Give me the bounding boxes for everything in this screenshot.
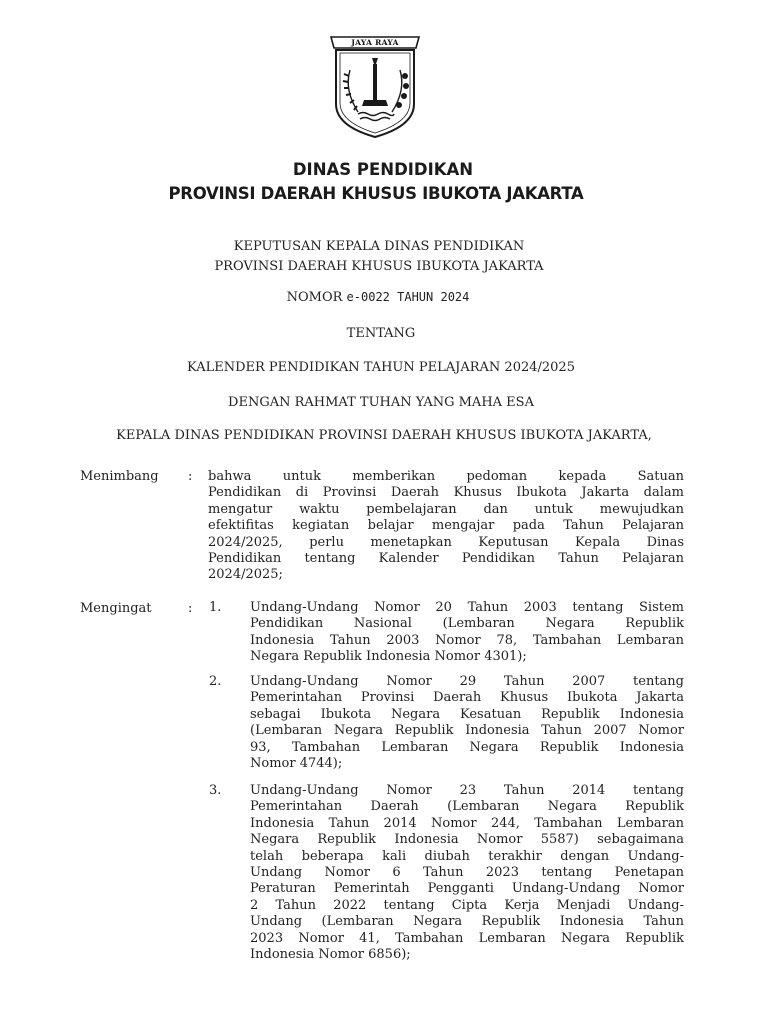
paragraph-line: Undang (Lembaran Negara Republik Indonesia Tahun — [250, 914, 684, 930]
paragraph-line: Undang-Undang Nomor 29 Tahun 2007 tentang — [250, 674, 684, 689]
paragraph-line: Pendidikan di Provinsi Daerah Khusus Ibukota Jakarta dalam — [208, 485, 684, 501]
paragraph-line: Nomor 4744); — [250, 756, 343, 772]
decree-blessing: DENGAN RAHMAT TUHAN YANG MAHA ESA — [228, 395, 534, 410]
paragraph-line: efektifitas kegiatan belajar mengajar pada Tahun Pelajaran — [208, 518, 684, 534]
decree-number-label: NOMOR — [286, 290, 343, 305]
paragraph-line: Undang Nomor 6 Tahun 2023 tentang Penetapan — [250, 865, 684, 881]
paragraph-line: 93, Tambahan Lembaran Negara Republik Indonesia — [250, 739, 684, 755]
paragraph-line: Indonesia Tahun 2014 Nomor 244, Tambahan Lembaran — [250, 815, 684, 831]
paragraph-line: telah beberapa kali diubah terakhir dengan Undang- — [250, 848, 684, 864]
paragraph-line: Undang-Undang Nomor 20 Tahun 2003 tentang Sistem — [250, 600, 684, 615]
paragraph-line: (Lembaran Negara Republik Indonesia Tahun 2007 Nomor — [250, 723, 684, 739]
paragraph-line: Peraturan Pemerintah Pengganti Undang-Undang Nomor — [250, 881, 684, 897]
mengingat-label: Mengingat — [80, 601, 152, 616]
menimbang-label: Menimbang — [80, 469, 159, 484]
list-item-number: 3. — [209, 783, 222, 798]
agency-name: DINAS PENDIDIKAN — [292, 160, 474, 179]
paragraph-line: bahwa untuk memberikan pedoman kepada Satuan — [208, 469, 684, 484]
paragraph-line: 2023 Nomor 41, Tambahan Lembaran Negara Republik — [250, 930, 684, 946]
paragraph-line: 2024/2025; — [208, 567, 283, 583]
decree-number-value: e-0022 TAHUN 2024 — [346, 290, 470, 304]
decree-authority: KEPALA DINAS PENDIDIKAN PROVINSI DAERAH KHUSUS IBUKOTA JAKARTA, — [116, 428, 652, 443]
decree-title-line1: KEPUTUSAN KEPALA DINAS PENDIDIKAN — [233, 239, 525, 254]
paragraph-line: Pemerintahan Daerah (Lembaran Negara Republik — [250, 799, 684, 815]
paragraph-line: Pendidikan Nasional (Lembaran Negara Republik — [250, 616, 684, 632]
paragraph-line: Pemerintahan Provinsi Daerah Khusus Ibukota Jakarta — [250, 690, 684, 706]
list-item-number: 1. — [209, 600, 222, 615]
paragraph-line: Indonesia Tahun 2003 Nomor 78, Tambahan Lembaran — [250, 632, 684, 648]
paragraph-line: Undang-Undang Nomor 23 Tahun 2014 tentang — [250, 783, 684, 798]
mengingat-item-2 — [250, 674, 684, 772]
decree-subject: KALENDER PENDIDIKAN TAHUN PELAJARAN 2024/2025 — [187, 360, 575, 375]
paragraph-line: Indonesia Nomor 6856); — [250, 947, 411, 963]
paragraph-line: Pendidikan tentang Kalender Pendidikan Tahun Pelajaran — [208, 551, 684, 567]
list-item-number: 2. — [209, 674, 222, 689]
menimbang-paragraph — [208, 469, 684, 584]
paragraph-line: Negara Republik Indonesia Nomor 5587) sebagaimana — [250, 832, 684, 848]
agency-province: PROVINSI DAERAH KHUSUS IBUKOTA JAKARTA — [168, 184, 584, 203]
paragraph-line: mengatur waktu pembelajaran dan untuk mewujudkan — [208, 501, 684, 517]
paragraph-line: 2024/2025, perlu menetapkan Keputusan Kepala Dinas — [208, 534, 684, 550]
mengingat-item-3 — [250, 783, 684, 963]
decree-title-line2: PROVINSI DAERAH KHUSUS IBUKOTA JAKARTA — [214, 259, 544, 274]
mengingat-item-1 — [250, 600, 684, 666]
paragraph-line: 2 Tahun 2022 tentang Cipta Kerja Menjadi Undang- — [250, 897, 684, 913]
logo-banner-text: JAYA RAYA — [351, 38, 399, 47]
jakarta-coat-of-arms-icon — [328, 34, 422, 140]
decree-tentang: TENTANG — [346, 326, 416, 341]
paragraph-line: sebagai Ibukota Negara Kesatuan Republik Indonesia — [250, 706, 684, 722]
menimbang-colon: : — [188, 469, 193, 484]
paragraph-line: Negara Republik Indonesia Nomor 4301); — [250, 649, 527, 665]
mengingat-colon: : — [188, 601, 193, 616]
jakarta-coat-of-arms-logo — [328, 34, 422, 140]
decree-number — [0, 290, 762, 305]
